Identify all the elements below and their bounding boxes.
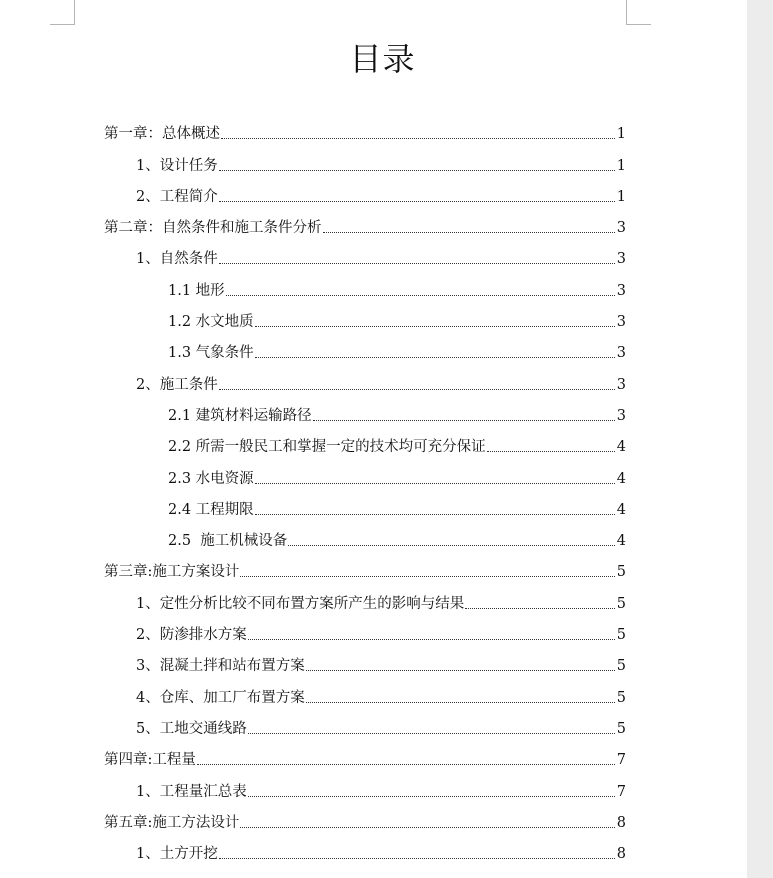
toc-entry-text: 1.1 地形 bbox=[168, 282, 225, 299]
toc-page-number: 1 bbox=[616, 188, 626, 205]
toc-dot-leader bbox=[248, 796, 615, 797]
toc-entry[interactable] bbox=[0, 806, 747, 837]
toc-entry-text: 5、工地交通线路 bbox=[136, 720, 247, 737]
toc-page-number: 3 bbox=[616, 282, 626, 299]
toc-dot-leader bbox=[219, 389, 615, 390]
toc-dot-leader bbox=[306, 670, 615, 671]
scroll-area[interactable] bbox=[747, 0, 773, 878]
toc-dot-leader bbox=[487, 451, 615, 452]
toc-entry[interactable] bbox=[0, 837, 747, 868]
toc-entry-text: 2.5 施工机械设备 bbox=[168, 533, 288, 550]
toc-page-number: 3 bbox=[616, 407, 626, 424]
toc-entry[interactable] bbox=[0, 618, 747, 649]
toc-page-number: 1 bbox=[616, 157, 626, 174]
toc-dot-leader bbox=[219, 858, 615, 859]
toc-page-number: 3 bbox=[616, 220, 626, 237]
toc-page-number: 3 bbox=[616, 251, 626, 268]
toc-page-number: 1 bbox=[616, 126, 626, 143]
toc-entry[interactable] bbox=[0, 180, 747, 211]
toc-dot-leader bbox=[306, 702, 615, 703]
toc-page-number: 4 bbox=[616, 501, 626, 518]
toc-entry[interactable] bbox=[0, 211, 747, 242]
toc-dot-leader bbox=[255, 326, 615, 327]
toc-entry-text: 2.2 所需一般民工和掌握一定的技术均可充分保证 bbox=[168, 439, 486, 456]
toc-entry-text: 2、施工条件 bbox=[136, 376, 218, 393]
toc-dot-leader bbox=[465, 608, 615, 609]
toc-entry[interactable] bbox=[0, 273, 747, 304]
toc-entry[interactable] bbox=[0, 493, 747, 524]
toc-entry[interactable] bbox=[0, 148, 747, 179]
toc-entry-text: 3、混凝土拌和站布置方案 bbox=[136, 658, 305, 675]
page-corner-mark-right bbox=[626, 0, 651, 25]
toc-entry-text: 4、仓库、加工厂布置方案 bbox=[136, 689, 305, 706]
toc-page-number: 8 bbox=[616, 814, 626, 831]
table-of-contents bbox=[0, 117, 747, 868]
toc-page-number: 3 bbox=[616, 376, 626, 393]
toc-entry-text: 1.3 气象条件 bbox=[168, 345, 254, 362]
toc-page-number: 7 bbox=[616, 752, 626, 769]
toc-page-number: 3 bbox=[616, 345, 626, 362]
toc-entry[interactable] bbox=[0, 743, 747, 774]
toc-entry-text: 1、设计任务 bbox=[136, 157, 218, 174]
toc-entry[interactable] bbox=[0, 774, 747, 805]
toc-dot-leader bbox=[288, 545, 615, 546]
toc-page-number: 4 bbox=[616, 439, 626, 456]
toc-page-number: 3 bbox=[616, 314, 626, 331]
toc-entry[interactable] bbox=[0, 336, 747, 367]
toc-dot-leader bbox=[197, 764, 615, 765]
toc-entry[interactable] bbox=[0, 430, 747, 461]
toc-entry-text: 第二章：自然条件和施工条件分析 bbox=[104, 220, 322, 237]
toc-entry-text: 第五章:施工方法设计 bbox=[104, 814, 240, 831]
toc-entry[interactable] bbox=[0, 367, 747, 398]
toc-entry[interactable] bbox=[0, 712, 747, 743]
toc-entry[interactable] bbox=[0, 461, 747, 492]
toc-page-number: 7 bbox=[616, 783, 626, 800]
toc-page-number: 5 bbox=[616, 689, 626, 706]
toc-dot-leader bbox=[219, 201, 615, 202]
toc-dot-leader bbox=[240, 576, 615, 577]
toc-page-number: 4 bbox=[616, 533, 626, 550]
toc-entry[interactable] bbox=[0, 586, 747, 617]
toc-entry-text: 1、自然条件 bbox=[136, 251, 218, 268]
toc-entry[interactable] bbox=[0, 555, 747, 586]
toc-page-number: 5 bbox=[616, 564, 626, 581]
toc-dot-leader bbox=[226, 295, 615, 296]
toc-entry-text: 1、工程量汇总表 bbox=[136, 783, 247, 800]
toc-dot-leader bbox=[313, 420, 615, 421]
toc-page-number: 5 bbox=[616, 627, 626, 644]
toc-dot-leader bbox=[221, 138, 615, 139]
toc-dot-leader bbox=[248, 733, 615, 734]
toc-entry-text: 2、防渗排水方案 bbox=[136, 627, 247, 644]
toc-entry-text: 第三章:施工方案设计 bbox=[104, 564, 240, 581]
toc-entry[interactable] bbox=[0, 649, 747, 680]
toc-entry[interactable] bbox=[0, 117, 747, 148]
toc-entry-text: 2.3 水电资源 bbox=[168, 470, 254, 487]
toc-entry-text: 第四章:工程量 bbox=[104, 752, 196, 769]
toc-entry-text: 2.1 建筑材料运输路径 bbox=[168, 407, 312, 424]
toc-entry-text: 2.4 工程期限 bbox=[168, 501, 254, 518]
toc-dot-leader bbox=[255, 483, 615, 484]
toc-page-number: 5 bbox=[616, 658, 626, 675]
page-corner-mark-left bbox=[50, 0, 75, 25]
toc-dot-leader bbox=[248, 639, 615, 640]
toc-entry[interactable] bbox=[0, 524, 747, 555]
toc-page-number: 5 bbox=[616, 720, 626, 737]
toc-entry[interactable] bbox=[0, 680, 747, 711]
toc-entry[interactable] bbox=[0, 399, 747, 430]
toc-entry-text: 1、定性分析比较不同布置方案所产生的影响与结果 bbox=[136, 595, 465, 612]
toc-page-number: 5 bbox=[616, 595, 626, 612]
toc-dot-leader bbox=[219, 170, 615, 171]
toc-dot-leader bbox=[323, 232, 616, 233]
toc-entry[interactable] bbox=[0, 305, 747, 336]
toc-page-number: 8 bbox=[616, 846, 626, 863]
toc-entry-text: 1、土方开挖 bbox=[136, 846, 218, 863]
toc-dot-leader bbox=[219, 263, 615, 264]
toc-entry-text: 第一章：总体概述 bbox=[104, 126, 220, 143]
toc-page-number: 4 bbox=[616, 470, 626, 487]
toc-entry-text: 1.2 水文地质 bbox=[168, 314, 254, 331]
toc-entry-text: 2、工程简介 bbox=[136, 188, 218, 205]
toc-dot-leader bbox=[255, 514, 615, 515]
toc-dot-leader bbox=[240, 827, 615, 828]
toc-title: 目录 bbox=[349, 40, 416, 78]
toc-dot-leader bbox=[255, 357, 615, 358]
toc-entry[interactable] bbox=[0, 242, 747, 273]
